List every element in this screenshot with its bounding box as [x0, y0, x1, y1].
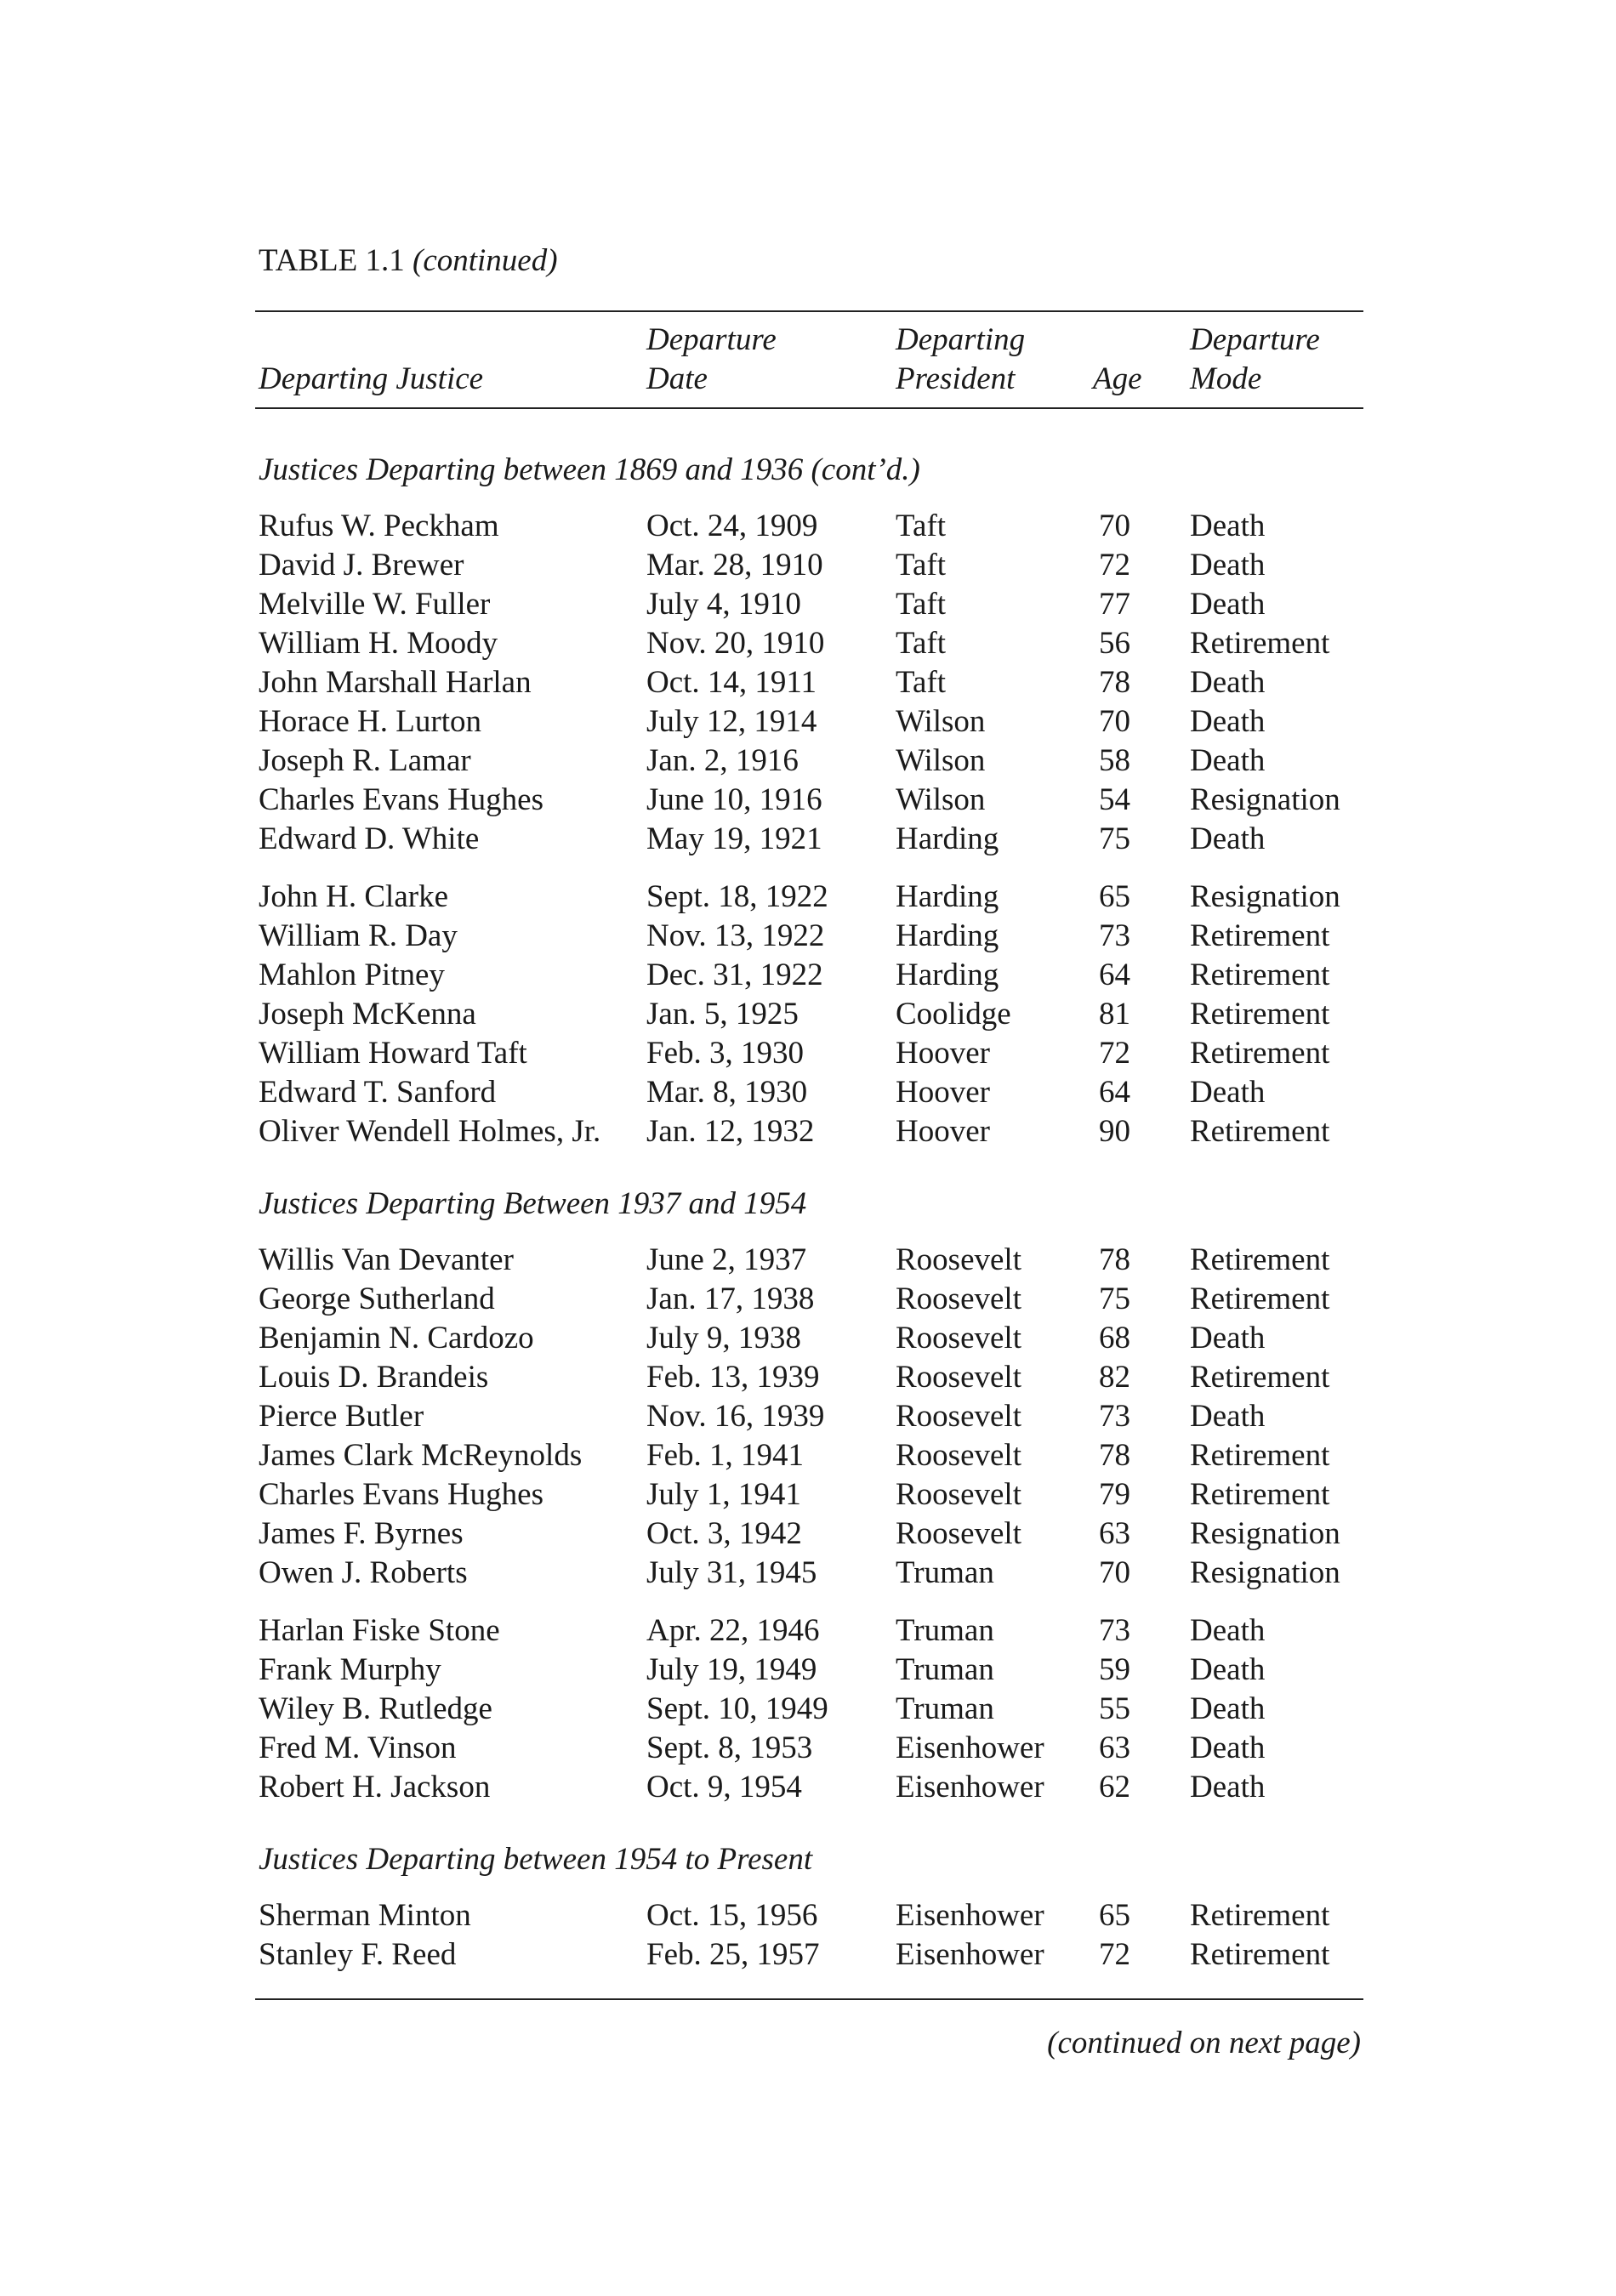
age: 73: [1099, 1613, 1130, 1648]
justice-name: John Marshall Harlan: [259, 665, 532, 700]
justice-name: Charles Evans Hughes: [259, 1477, 543, 1512]
departure-date: July 9, 1938: [646, 1321, 801, 1355]
table-continued-note: (continued): [413, 243, 558, 278]
table-row: [0, 1358, 1616, 1397]
table-row: [0, 1241, 1616, 1280]
age: 75: [1099, 1282, 1130, 1316]
departure-date: Sept. 18, 1922: [646, 879, 828, 914]
age: 59: [1099, 1652, 1130, 1687]
justice-name: Willis Van Devanter: [259, 1242, 514, 1277]
table-row: [0, 1436, 1616, 1475]
section-heading: Justices Departing between 1869 and 1936 (cont’d.): [259, 452, 920, 487]
header-rule: [255, 407, 1363, 409]
departing-president: Eisenhower: [896, 1731, 1044, 1765]
table-row: [0, 585, 1616, 624]
section-heading: Justices Departing between 1954 to Present: [259, 1842, 813, 1877]
table-row: [0, 742, 1616, 781]
table-row: [0, 1729, 1616, 1768]
departure-date: Oct. 24, 1909: [646, 509, 818, 543]
table-row: [0, 781, 1616, 820]
departure-mode: Retirement: [1190, 1242, 1330, 1277]
justice-name: David J. Brewer: [259, 548, 464, 583]
table-row: [0, 663, 1616, 702]
justice-name: William R. Day: [259, 918, 458, 953]
table-row: [0, 507, 1616, 546]
departure-date: Jan. 17, 1938: [646, 1282, 815, 1316]
justice-name: Charles Evans Hughes: [259, 782, 543, 817]
departure-date: Feb. 1, 1941: [646, 1438, 804, 1473]
age: 73: [1099, 918, 1130, 953]
departure-date: Nov. 16, 1939: [646, 1399, 825, 1434]
justice-name: Wiley B. Rutledge: [259, 1691, 492, 1726]
justice-name: Harlan Fiske Stone: [259, 1613, 500, 1648]
table-row: [0, 917, 1616, 956]
header-president-line2: President: [896, 361, 1016, 396]
departure-date: July 12, 1914: [646, 704, 817, 739]
age: 56: [1099, 626, 1130, 661]
departure-mode: Death: [1190, 1399, 1266, 1434]
departing-president: Roosevelt: [896, 1438, 1021, 1473]
justice-name: Joseph R. Lamar: [259, 743, 471, 778]
departure-mode: Retirement: [1190, 626, 1330, 661]
bottom-rule: [255, 1998, 1363, 2000]
age: 58: [1099, 743, 1130, 778]
departure-mode: Retirement: [1190, 958, 1330, 992]
age: 79: [1099, 1477, 1130, 1512]
table-row: [0, 1690, 1616, 1729]
departing-president: Harding: [896, 821, 999, 856]
departing-president: Harding: [896, 918, 999, 953]
departure-date: July 4, 1910: [646, 587, 801, 622]
age: 70: [1099, 1555, 1130, 1590]
departure-mode: Death: [1190, 1731, 1266, 1765]
row-group: [0, 1241, 1616, 1593]
departure-mode: Retirement: [1190, 1438, 1330, 1473]
departure-date: Feb. 13, 1939: [646, 1360, 820, 1395]
row-group: [0, 1896, 1616, 1975]
justice-name: Stanley F. Reed: [259, 1937, 457, 1972]
departure-date: Mar. 28, 1910: [646, 548, 823, 583]
departing-president: Roosevelt: [896, 1477, 1021, 1512]
table-row: [0, 956, 1616, 995]
departure-mode: Death: [1190, 548, 1266, 583]
departure-date: July 31, 1945: [646, 1555, 817, 1590]
table-row: [0, 1768, 1616, 1807]
departing-president: Hoover: [896, 1114, 990, 1149]
age: 72: [1099, 1937, 1130, 1972]
row-group: [0, 878, 1616, 1151]
departure-date: Feb. 25, 1957: [646, 1937, 820, 1972]
departure-date: Dec. 31, 1922: [646, 958, 823, 992]
departure-date: Oct. 15, 1956: [646, 1898, 818, 1933]
departure-date: Oct. 9, 1954: [646, 1770, 802, 1804]
header-mode-line2: Mode: [1190, 361, 1262, 396]
departure-mode: Death: [1190, 509, 1266, 543]
age: 73: [1099, 1399, 1130, 1434]
justice-name: Owen J. Roberts: [259, 1555, 468, 1590]
table-row: [0, 1112, 1616, 1151]
justice-name: Rufus W. Peckham: [259, 509, 499, 543]
table-row: [0, 1515, 1616, 1554]
departure-date: Feb. 3, 1930: [646, 1036, 804, 1071]
departure-mode: Retirement: [1190, 1282, 1330, 1316]
table-row: [0, 702, 1616, 742]
header-age: Age: [1093, 361, 1142, 396]
justice-name: Edward D. White: [259, 821, 480, 856]
departure-mode: Death: [1190, 743, 1266, 778]
table-row: [0, 1554, 1616, 1593]
departure-date: Apr. 22, 1946: [646, 1613, 820, 1648]
departure-mode: Death: [1190, 1652, 1266, 1687]
table-row: [0, 1935, 1616, 1975]
table-row: [0, 1319, 1616, 1358]
justice-name: James F. Byrnes: [259, 1516, 464, 1551]
table-row: [0, 1034, 1616, 1073]
age: 72: [1099, 548, 1130, 583]
departing-president: Wilson: [896, 704, 986, 739]
age: 64: [1099, 958, 1130, 992]
departing-president: Truman: [896, 1613, 994, 1648]
table-row: [0, 1611, 1616, 1651]
departure-mode: Resignation: [1190, 1555, 1340, 1590]
justice-name: Joseph McKenna: [259, 997, 476, 1031]
departure-mode: Death: [1190, 1321, 1266, 1355]
departing-president: Wilson: [896, 782, 986, 817]
age: 78: [1099, 665, 1130, 700]
table-row: [0, 1896, 1616, 1935]
table-row: [0, 1280, 1616, 1319]
table-row: [0, 546, 1616, 585]
departure-date: Oct. 14, 1911: [646, 665, 817, 700]
departure-date: Sept. 10, 1949: [646, 1691, 828, 1726]
departure-mode: Death: [1190, 1613, 1266, 1648]
age: 65: [1099, 879, 1130, 914]
departure-mode: Resignation: [1190, 879, 1340, 914]
departure-date: Jan. 2, 1916: [646, 743, 799, 778]
age: 68: [1099, 1321, 1130, 1355]
age: 70: [1099, 509, 1130, 543]
departure-mode: Resignation: [1190, 782, 1340, 817]
departing-president: Hoover: [896, 1075, 990, 1110]
departing-president: Truman: [896, 1555, 994, 1590]
departure-date: July 1, 1941: [646, 1477, 801, 1512]
table-row: [0, 1397, 1616, 1436]
departure-date: Oct. 3, 1942: [646, 1516, 802, 1551]
departing-president: Eisenhower: [896, 1937, 1044, 1972]
departing-president: Roosevelt: [896, 1516, 1021, 1551]
justice-name: Edward T. Sanford: [259, 1075, 497, 1110]
departing-president: Taft: [896, 509, 947, 543]
departing-president: Hoover: [896, 1036, 990, 1071]
table-row: [0, 1073, 1616, 1112]
table-label: TABLE 1.1: [259, 243, 405, 278]
justice-name: Robert H. Jackson: [259, 1770, 491, 1804]
age: 90: [1099, 1114, 1130, 1149]
continued-note: (continued on next page): [1047, 2026, 1361, 2060]
departure-date: July 19, 1949: [646, 1652, 817, 1687]
table-row: [0, 1651, 1616, 1690]
departure-mode: Retirement: [1190, 1937, 1330, 1972]
departing-president: Taft: [896, 626, 947, 661]
departure-date: Nov. 13, 1922: [646, 918, 825, 953]
departure-mode: Retirement: [1190, 1114, 1330, 1149]
departing-president: Harding: [896, 879, 999, 914]
table-row: [0, 1475, 1616, 1515]
header-date-line2: Date: [646, 361, 708, 396]
table-title: [259, 242, 558, 281]
age: 55: [1099, 1691, 1130, 1726]
age: 63: [1099, 1516, 1130, 1551]
departure-mode: Death: [1190, 821, 1266, 856]
justice-name: George Sutherland: [259, 1282, 495, 1316]
justice-name: Melville W. Fuller: [259, 587, 491, 622]
departure-mode: Resignation: [1190, 1516, 1340, 1551]
justice-name: Pierce Butler: [259, 1399, 424, 1434]
departing-president: Coolidge: [896, 997, 1011, 1031]
departure-mode: Death: [1190, 665, 1266, 700]
departure-mode: Death: [1190, 1770, 1266, 1804]
age: 70: [1099, 704, 1130, 739]
justice-name: James Clark McReynolds: [259, 1438, 583, 1473]
departure-mode: Death: [1190, 587, 1266, 622]
departing-president: Roosevelt: [896, 1399, 1021, 1434]
header-justice: Departing Justice: [259, 361, 484, 396]
table-row: [0, 995, 1616, 1034]
departure-mode: Retirement: [1190, 1036, 1330, 1071]
departure-mode: Death: [1190, 1075, 1266, 1110]
top-rule: [255, 310, 1363, 312]
departing-president: Roosevelt: [896, 1282, 1021, 1316]
departing-president: Harding: [896, 958, 999, 992]
departure-date: Sept. 8, 1953: [646, 1731, 813, 1765]
departure-date: June 2, 1937: [646, 1242, 807, 1277]
departing-president: Eisenhower: [896, 1898, 1044, 1933]
age: 82: [1099, 1360, 1130, 1395]
age: 62: [1099, 1770, 1130, 1804]
departure-mode: Death: [1190, 704, 1266, 739]
age: 64: [1099, 1075, 1130, 1110]
header-president-line1: Departing: [896, 322, 1026, 357]
departure-date: June 10, 1916: [646, 782, 822, 817]
departure-date: Jan. 5, 1925: [646, 997, 799, 1031]
departing-president: Taft: [896, 587, 947, 622]
departure-mode: Retirement: [1190, 918, 1330, 953]
age: 81: [1099, 997, 1130, 1031]
departing-president: Truman: [896, 1652, 994, 1687]
age: 54: [1099, 782, 1130, 817]
departing-president: Taft: [896, 548, 947, 583]
departure-mode: Retirement: [1190, 1477, 1330, 1512]
age: 72: [1099, 1036, 1130, 1071]
departing-president: Eisenhower: [896, 1770, 1044, 1804]
justice-name: Benjamin N. Cardozo: [259, 1321, 534, 1355]
departure-mode: Retirement: [1190, 1898, 1330, 1933]
justice-name: Horace H. Lurton: [259, 704, 481, 739]
justice-name: Sherman Minton: [259, 1898, 471, 1933]
departure-date: Nov. 20, 1910: [646, 626, 825, 661]
justice-name: Louis D. Brandeis: [259, 1360, 489, 1395]
header-mode-line1: Departure: [1190, 322, 1320, 357]
departure-date: Mar. 8, 1930: [646, 1075, 808, 1110]
age: 75: [1099, 821, 1130, 856]
departing-president: Roosevelt: [896, 1321, 1021, 1355]
section-heading: Justices Departing Between 1937 and 1954: [259, 1186, 807, 1221]
departing-president: Wilson: [896, 743, 986, 778]
departing-president: Roosevelt: [896, 1360, 1021, 1395]
justice-name: William Howard Taft: [259, 1036, 527, 1071]
row-group: [0, 1611, 1616, 1807]
age: 63: [1099, 1731, 1130, 1765]
departure-date: Jan. 12, 1932: [646, 1114, 815, 1149]
header-date-line1: Departure: [646, 322, 777, 357]
justice-name: Frank Murphy: [259, 1652, 441, 1687]
table-row: [0, 624, 1616, 663]
justice-name: Oliver Wendell Holmes, Jr.: [259, 1114, 601, 1149]
departing-president: Roosevelt: [896, 1242, 1021, 1277]
age: 78: [1099, 1242, 1130, 1277]
age: 65: [1099, 1898, 1130, 1933]
departure-mode: Retirement: [1190, 1360, 1330, 1395]
age: 77: [1099, 587, 1130, 622]
justice-name: John H. Clarke: [259, 879, 448, 914]
table-row: [0, 878, 1616, 917]
age: 78: [1099, 1438, 1130, 1473]
row-group: [0, 507, 1616, 859]
departing-president: Taft: [896, 665, 947, 700]
departure-date: May 19, 1921: [646, 821, 822, 856]
departing-president: Truman: [896, 1691, 994, 1726]
departure-mode: Retirement: [1190, 997, 1330, 1031]
departure-mode: Death: [1190, 1691, 1266, 1726]
table-body: [0, 451, 1616, 1975]
table-row: [0, 820, 1616, 859]
justice-name: Fred M. Vinson: [259, 1731, 457, 1765]
justice-name: Mahlon Pitney: [259, 958, 445, 992]
justice-name: William H. Moody: [259, 626, 498, 661]
